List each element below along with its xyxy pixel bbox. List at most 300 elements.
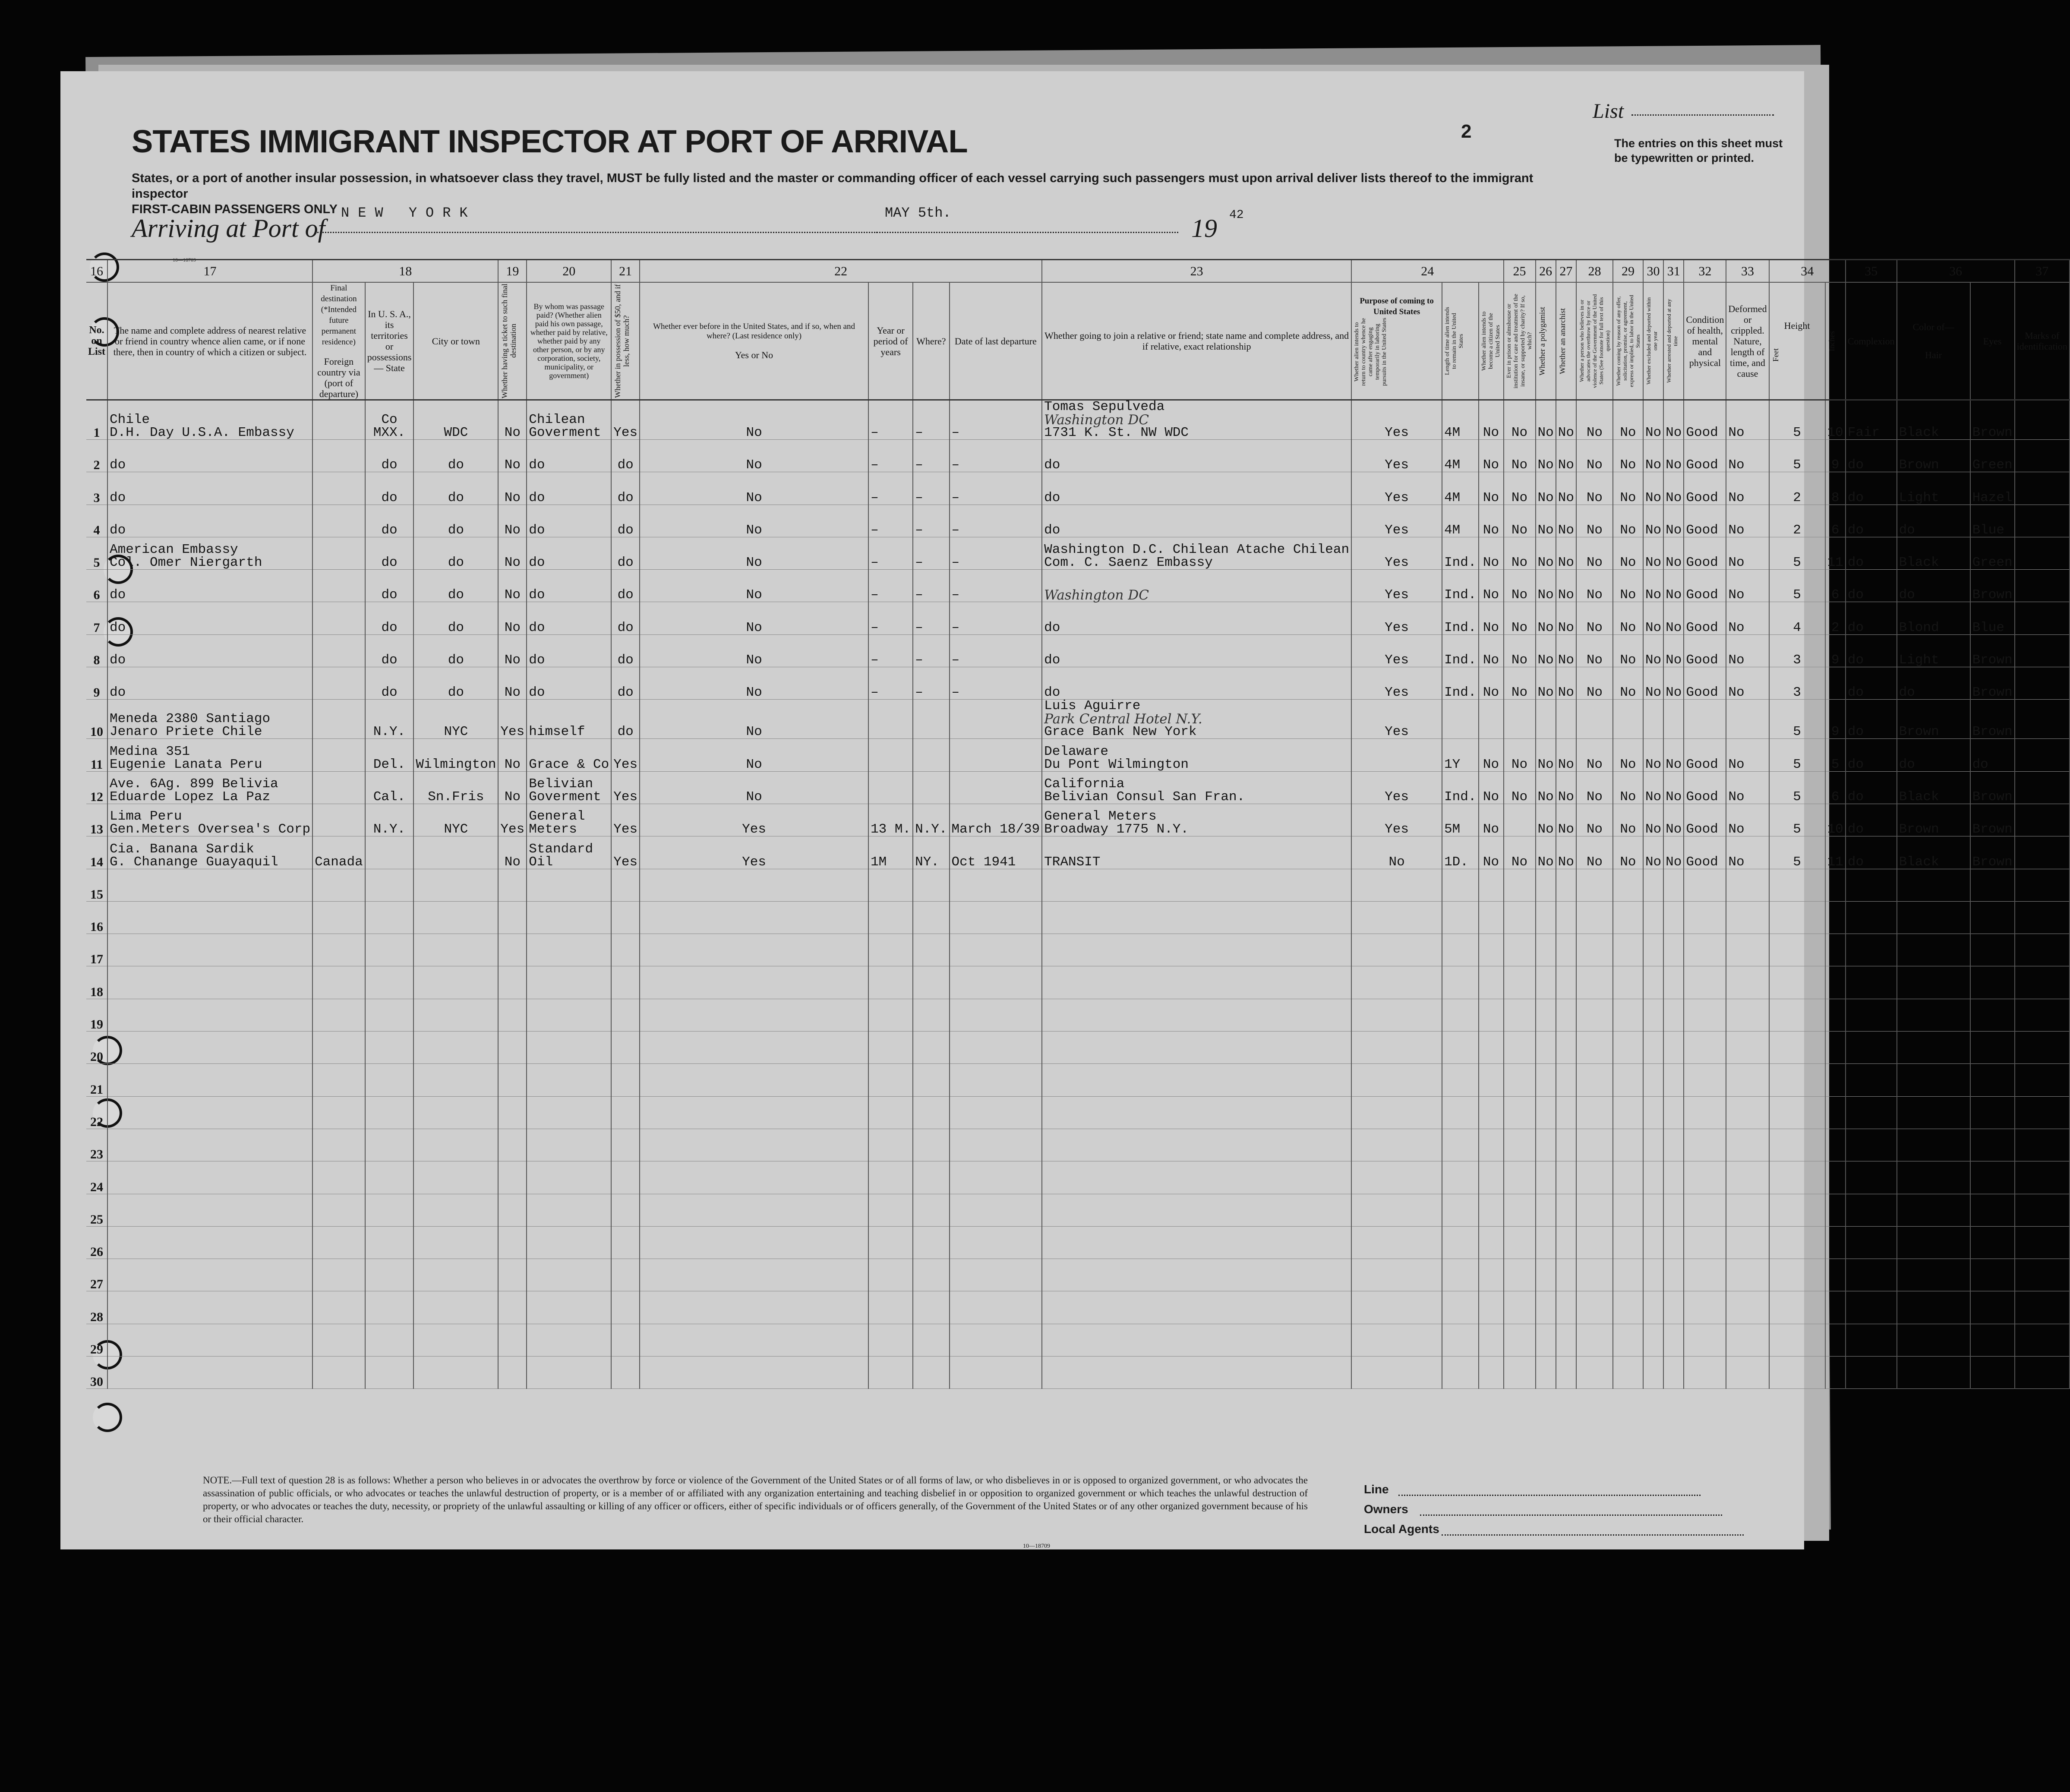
empty-cell <box>1042 1259 1351 1291</box>
cell-anarchist-value: No <box>1558 685 1574 700</box>
empty-cell <box>312 1226 365 1259</box>
cell-nearest-relative-value: G. Chanange Guayaquil <box>110 854 278 870</box>
cell-intends-return-value: Yes <box>1385 522 1409 538</box>
header-nearest-relative: The name and complete address of nearest relative or friend in country whence alien came, or if none there, then in country of which a citizen or subject. <box>107 282 312 400</box>
cell-fifty-dollars <box>611 400 640 440</box>
empty-cell <box>611 901 640 934</box>
cell-complexion <box>1846 804 1897 836</box>
cell-excluded-value: No <box>1645 620 1662 635</box>
empty-cell <box>1897 966 1970 999</box>
empty-cell <box>1536 1194 1556 1226</box>
cell-deformed <box>1726 400 1769 440</box>
cell-feet-value: 5 <box>1793 854 1801 870</box>
cell-intends-return <box>1351 804 1442 836</box>
form-title: STATES IMMIGRANT INSPECTOR AT PORT OF ARRIVAL <box>132 123 968 159</box>
cell-citizen-value: No <box>1483 555 1499 571</box>
col-number: 27 <box>1556 260 1576 283</box>
empty-cell <box>1726 966 1769 999</box>
empty-cell <box>1479 1064 1504 1096</box>
cell-nearest-relative-value: do <box>110 522 126 538</box>
cell-polygamist-value: No <box>1537 620 1554 635</box>
cell-city-value: WDC <box>444 425 468 440</box>
cell-before-us <box>640 570 868 602</box>
empty-cell <box>1504 934 1536 966</box>
empty-cell <box>107 1129 312 1161</box>
col-number: 22 <box>640 260 1042 283</box>
empty-cell <box>413 966 498 999</box>
cell-health-value: Good <box>1686 425 1718 440</box>
empty-cell <box>107 869 312 901</box>
empty-cell <box>1351 1161 1442 1194</box>
cell-join-relative-top: Washington D.C. Chilean Atache Chilean <box>1044 542 1350 558</box>
cell-inches <box>1825 804 1846 836</box>
cell-before-us-value: Yes <box>742 854 766 870</box>
cell-state <box>365 804 414 836</box>
cell-deformed-value: No <box>1728 822 1745 837</box>
cell-state <box>365 634 414 667</box>
sheet-number: 2 <box>1461 121 1472 142</box>
cell-polygamist-value: No <box>1537 457 1554 473</box>
cell-eyes-top: Brown <box>1972 425 2013 440</box>
empty-cell <box>2015 1096 2070 1129</box>
cell-city-value: do <box>448 555 464 571</box>
empty-cell <box>1042 1096 1351 1129</box>
cell-state <box>365 440 414 472</box>
cell-complexion <box>1846 472 1897 505</box>
empty-cell <box>1846 901 1897 934</box>
cell-inches-value: 9 <box>1831 653 1840 668</box>
empty-cell <box>2015 1194 2070 1226</box>
empty-cell <box>1556 1032 1576 1064</box>
empty-cell <box>1442 1096 1478 1129</box>
cell-length-of-stay-value: 4M <box>1444 522 1461 538</box>
empty-cell <box>1576 966 1613 999</box>
empty-cell <box>1846 1259 1897 1291</box>
cell-length-of-stay <box>1442 400 1478 440</box>
empty-cell <box>1663 901 1684 934</box>
empty-cell <box>1613 1324 1643 1356</box>
empty-cell <box>1442 1357 1478 1389</box>
cell-departure-value: – <box>951 685 960 700</box>
empty-cell <box>1479 1226 1504 1259</box>
cell-health <box>1684 505 1726 537</box>
cell-deformed-value: No <box>1728 425 1745 440</box>
cell-years <box>868 440 913 472</box>
cell-complexion-value: do <box>1847 822 1864 837</box>
empty-cell <box>365 1357 414 1389</box>
cell-prison <box>1504 771 1536 804</box>
cell-fifty-dollars-value: do <box>617 587 634 603</box>
cell-join-relative <box>1042 771 1351 804</box>
empty-cell <box>1504 999 1536 1031</box>
empty-cell <box>365 1194 414 1226</box>
row-number: 8 <box>86 634 107 667</box>
cell-prison <box>1504 602 1536 634</box>
empty-cell <box>2015 1291 2070 1324</box>
empty-cell <box>1769 1129 1825 1161</box>
empty-cell <box>640 966 868 999</box>
cell-years-value: – <box>871 653 879 668</box>
empty-cell <box>1613 1032 1643 1064</box>
cell-question-28-value: No <box>1586 425 1603 440</box>
cell-labor-offer <box>1613 602 1643 634</box>
cell-labor-offer-value: No <box>1620 457 1636 473</box>
row-number: 27 <box>86 1259 107 1291</box>
cell-ticket-value: No <box>504 587 521 603</box>
empty-cell <box>2015 869 2070 901</box>
cell-intends-return <box>1351 739 1442 771</box>
cell-health-value: Good <box>1686 457 1718 473</box>
col-number: 34 <box>1769 260 1846 283</box>
empty-cell <box>1351 1324 1442 1356</box>
empty-cell <box>1442 1194 1478 1226</box>
cell-complexion-value: do <box>1847 854 1864 870</box>
cell-ticket <box>498 667 527 700</box>
row-number: 6 <box>86 570 107 602</box>
cell-question-28 <box>1576 570 1613 602</box>
cell-feet <box>1769 440 1825 472</box>
row-number: 7 <box>86 602 107 634</box>
cell-deformed-value: No <box>1728 457 1745 473</box>
empty-cell <box>1442 934 1478 966</box>
cell-passage-paid-value: Goverment <box>529 425 601 440</box>
cell-where <box>913 667 949 700</box>
cell-health <box>1684 771 1726 804</box>
empty-cell <box>498 1259 527 1291</box>
cell-deformed <box>1726 537 1769 569</box>
cell-state <box>365 472 414 505</box>
empty-cell <box>1576 1064 1613 1096</box>
cell-question-28 <box>1576 634 1613 667</box>
empty-cell <box>1613 999 1643 1031</box>
empty-cell <box>1576 1324 1613 1356</box>
cell-departure <box>950 537 1042 569</box>
empty-cell <box>1769 1226 1825 1259</box>
empty-cell <box>1536 1357 1556 1389</box>
cell-departure-value: – <box>951 490 960 505</box>
empty-cell <box>1897 1194 1970 1226</box>
manifest-rows <box>86 400 2070 1389</box>
cell-prison-value: No <box>1511 854 1528 870</box>
empty-cell <box>413 1129 498 1161</box>
cell-eyes-value: Green <box>1972 555 2013 571</box>
empty-cell <box>413 1161 498 1194</box>
cell-anarchist-value: No <box>1558 620 1574 635</box>
header-purpose: Purpose of coming to United States <box>1360 297 1434 316</box>
cell-arrested <box>1663 667 1684 700</box>
cell-citizen-value: No <box>1483 457 1499 473</box>
cell-feet <box>1769 570 1825 602</box>
cell-excluded <box>1643 400 1663 440</box>
cell-prison-value: No <box>1511 555 1528 571</box>
cell-state <box>365 667 414 700</box>
cell-citizen-value: No <box>1483 653 1499 668</box>
empty-cell <box>1536 901 1556 934</box>
cell-nearest-relative <box>107 472 312 505</box>
empty-cell <box>1769 966 1825 999</box>
cell-deformed-value: No <box>1728 854 1745 870</box>
empty-cell <box>913 1324 949 1356</box>
empty-cell <box>1684 934 1726 966</box>
cell-where <box>913 804 949 836</box>
header-hair <box>1897 282 1970 400</box>
empty-cell <box>1351 934 1442 966</box>
row-number: 14 <box>86 836 107 869</box>
cell-intends-return-value: Yes <box>1385 425 1409 440</box>
empty-cell <box>1970 1291 2015 1324</box>
cell-before-us <box>640 505 868 537</box>
empty-cell <box>1042 1032 1351 1064</box>
cell-anarchist-value: No <box>1558 854 1574 870</box>
empty-cell <box>1613 1064 1643 1096</box>
cell-deformed-value: No <box>1728 587 1745 603</box>
cell-before-us <box>640 602 868 634</box>
cell-years-value: – <box>871 620 879 635</box>
empty-cell <box>527 1096 611 1129</box>
empty-cell <box>1825 869 1846 901</box>
empty-cell <box>640 999 868 1031</box>
cell-health <box>1684 804 1726 836</box>
empty-cell <box>1042 934 1351 966</box>
empty-cell <box>1442 1129 1478 1161</box>
cell-feet <box>1769 771 1825 804</box>
cell-complexion-value: do <box>1847 724 1864 740</box>
row-number: 20 <box>86 1032 107 1064</box>
cell-join-relative <box>1042 739 1351 771</box>
cell-passage-paid-top: Belivian <box>529 776 593 792</box>
cell-feet <box>1769 505 1825 537</box>
cell-feet-value: 5 <box>1793 425 1801 440</box>
cell-deformed <box>1726 771 1769 804</box>
empty-cell <box>312 1324 365 1356</box>
empty-cell <box>527 966 611 999</box>
empty-cell <box>913 1161 949 1194</box>
cell-excluded-value: No <box>1645 555 1662 571</box>
cell-polygamist-value: No <box>1537 425 1554 440</box>
form-code: 10—18709 <box>173 257 196 263</box>
cell-eyes <box>1970 700 2015 739</box>
cell-passage-paid <box>527 634 611 667</box>
cell-nearest-relative <box>107 505 312 537</box>
empty-cell <box>1897 1032 1970 1064</box>
cell-hair <box>1897 505 1970 537</box>
cell-health-value: Good <box>1686 854 1718 870</box>
cell-hair-value: Black <box>1899 854 1939 870</box>
empty-cell <box>640 1324 868 1356</box>
empty-cell <box>1897 1096 1970 1129</box>
empty-cell <box>413 1259 498 1291</box>
cell-foreign-country <box>312 667 365 700</box>
empty-cell <box>1970 934 2015 966</box>
manifest-table <box>86 259 2070 1389</box>
instructions-line-2: FIRST-CABIN PASSENGERS ONLY <box>132 202 338 216</box>
empty-cell <box>2015 1324 2070 1356</box>
cell-before-us <box>640 440 868 472</box>
empty-cell <box>1504 1032 1536 1064</box>
table-row <box>86 667 2070 700</box>
cell-excluded <box>1643 836 1663 869</box>
empty-cell <box>1769 1291 1825 1324</box>
cell-health-value: Good <box>1686 822 1718 837</box>
cell-health <box>1684 440 1726 472</box>
empty-cell <box>1825 1064 1846 1096</box>
cell-nearest-relative-top: Lima Peru <box>110 809 182 824</box>
cell-where-value: N.Y. <box>915 822 947 837</box>
cell-question-28 <box>1576 400 1613 440</box>
empty-cell <box>1479 999 1504 1031</box>
cell-complexion <box>1846 634 1897 667</box>
empty-cell <box>1504 1324 1536 1356</box>
empty-cell <box>413 1096 498 1129</box>
cell-nearest-relative <box>107 400 312 440</box>
cell-foreign-country <box>312 739 365 771</box>
cell-state <box>365 602 414 634</box>
cell-prison <box>1504 570 1536 602</box>
empty-cell <box>913 901 949 934</box>
empty-cell <box>1613 1226 1643 1259</box>
cell-state-top: Co <box>381 412 398 427</box>
empty-cell <box>1613 1096 1643 1129</box>
cell-arrested <box>1663 570 1684 602</box>
col-number: 17 <box>107 260 312 283</box>
cell-citizen <box>1479 739 1504 771</box>
cell-citizen <box>1479 400 1504 440</box>
cell-departure <box>950 836 1042 869</box>
empty-cell <box>1825 1357 1846 1389</box>
empty-cell <box>527 999 611 1031</box>
cell-before-us-value: No <box>746 653 762 668</box>
empty-cell <box>107 1291 312 1324</box>
cell-state <box>365 836 414 869</box>
empty-cell <box>312 934 365 966</box>
header-labor-offer <box>1613 282 1643 400</box>
empty-cell <box>1504 1259 1536 1291</box>
header-eyes: Eyes <box>1970 282 2015 400</box>
cell-join-relative-value: do <box>1044 685 1060 700</box>
year-label: 19 <box>1191 214 1217 243</box>
header-foreign-country-label: Foreign country via (port of departure) <box>317 356 360 399</box>
header-before-yesno-label: Yes or No <box>735 349 773 360</box>
cell-prison-value: No <box>1511 757 1528 772</box>
empty-cell <box>2015 1161 2070 1194</box>
cell-complexion-value: do <box>1847 587 1864 603</box>
empty-cell <box>1663 1324 1684 1356</box>
empty-cell <box>365 901 414 934</box>
row-number: 9 <box>86 667 107 700</box>
empty-cell <box>1684 1291 1726 1324</box>
cell-health <box>1684 472 1726 505</box>
empty-cell <box>611 1064 640 1096</box>
empty-cell <box>913 1096 949 1129</box>
empty-cell <box>1684 1161 1726 1194</box>
cell-anarchist <box>1556 602 1576 634</box>
cell-years-value: – <box>871 490 879 505</box>
cell-citizen <box>1479 667 1504 700</box>
empty-cell <box>1576 1161 1613 1194</box>
cell-before-us-value: No <box>746 620 762 635</box>
cell-fifty-dollars <box>611 700 640 739</box>
empty-cell <box>1769 1357 1825 1389</box>
cell-hair <box>1897 700 1970 739</box>
cell-state <box>365 700 414 739</box>
cell-intends-return <box>1351 472 1442 505</box>
header-final-destination: Final destination (*Intended future permanent residence) <box>321 284 357 347</box>
cell-foreign-country <box>312 771 365 804</box>
empty-cell <box>1504 1194 1536 1226</box>
empty-cell <box>365 1161 414 1194</box>
cell-labor-offer-value: No <box>1620 490 1636 505</box>
cell-hair <box>1897 570 1970 602</box>
cell-foreign-country <box>312 804 365 836</box>
empty-cell <box>365 1032 414 1064</box>
cell-state-value: do <box>381 587 398 603</box>
table-row <box>86 1291 2070 1324</box>
cell-citizen <box>1479 537 1504 569</box>
cell-inches-value: 6 <box>1831 587 1840 603</box>
col-number: 37 <box>2015 260 2070 283</box>
cell-excluded <box>1643 537 1663 569</box>
cell-excluded <box>1643 505 1663 537</box>
cell-polygamist-value: No <box>1537 757 1554 772</box>
cell-state <box>365 505 414 537</box>
table-row <box>86 1032 2070 1064</box>
cell-ticket-value: No <box>504 653 521 668</box>
empty-cell <box>1556 869 1576 901</box>
cell-polygamist <box>1536 537 1556 569</box>
cell-citizen-value: No <box>1483 854 1499 870</box>
cell-city <box>413 634 498 667</box>
cell-labor-offer-value: No <box>1620 522 1636 538</box>
empty-cell <box>1846 966 1897 999</box>
cell-eyes-top: Green <box>1972 457 2013 473</box>
table-row <box>86 602 2070 634</box>
cell-eyes <box>1970 804 2015 836</box>
empty-cell <box>365 1291 414 1324</box>
cell-years <box>868 804 913 836</box>
empty-cell <box>913 934 949 966</box>
cell-arrested <box>1663 602 1684 634</box>
cell-labor-offer <box>1613 537 1643 569</box>
empty-cell <box>1504 1096 1536 1129</box>
cell-deformed <box>1726 804 1769 836</box>
empty-cell <box>611 934 640 966</box>
header-ticket <box>498 282 527 400</box>
cell-departure-value: – <box>951 653 960 668</box>
list-label: List <box>1593 100 1624 123</box>
empty-cell <box>527 934 611 966</box>
cell-health-value: Good <box>1686 555 1718 571</box>
empty-cell <box>950 1064 1042 1096</box>
cell-complexion-value: Fair <box>1847 425 1880 440</box>
cell-prison-value: No <box>1511 653 1528 668</box>
empty-cell <box>527 901 611 934</box>
empty-cell <box>1042 1161 1351 1194</box>
empty-cell <box>413 934 498 966</box>
empty-cell <box>1684 1129 1726 1161</box>
header-before-yesno <box>640 282 868 400</box>
cell-years-value: – <box>871 522 879 538</box>
empty-cell <box>1726 901 1769 934</box>
owners-field <box>1420 1514 1722 1516</box>
empty-cell <box>1576 869 1613 901</box>
cell-length-of-stay-value: Ind. <box>1444 789 1477 805</box>
cell-arrested-value: No <box>1666 757 1682 772</box>
cell-join-relative <box>1042 836 1351 869</box>
cell-fifty-dollars <box>611 505 640 537</box>
empty-cell <box>527 1064 611 1096</box>
header-inches-label: Inches <box>1827 331 1836 351</box>
cell-passage-paid-value: do <box>529 620 545 635</box>
